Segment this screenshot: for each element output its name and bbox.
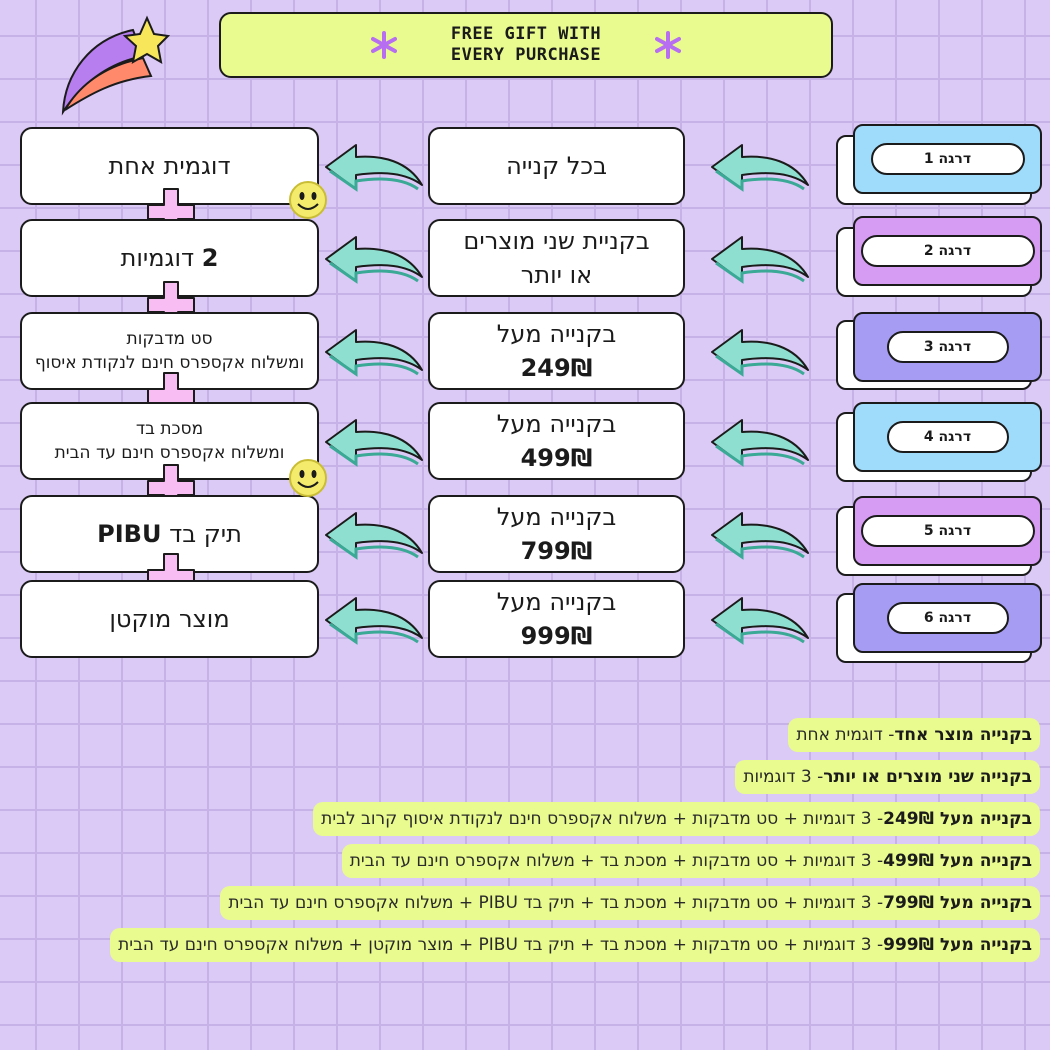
tier-label: דרגה 1	[871, 143, 1025, 175]
gift-label: דוגמיות	[120, 244, 195, 272]
tier-label: דרגה 2	[861, 235, 1035, 267]
gift-bold-text: 2	[201, 244, 219, 272]
sparkle-icon	[369, 30, 399, 60]
condition-text: בקנייה מעל	[496, 410, 617, 438]
condition-text: בכל קנייה	[506, 152, 607, 180]
summary-item-details: - 3 דוגמיות	[743, 767, 824, 787]
summary-item	[110, 928, 1040, 962]
tier-label: דרגה 5	[861, 515, 1035, 547]
summary-item-title: בקנייה מעל 999₪	[883, 935, 1032, 955]
arrow-left-icon	[322, 233, 426, 285]
gift-text: סט מדבקות ומשלוח אקספרס חינם לנקודת איסוף	[34, 329, 305, 373]
condition-amount: 499₪	[520, 444, 593, 472]
summary-item-details: - 3 דוגמיות + סט מדבקות + מסכת בד + משלוח אקספרס חינם עד הבית	[349, 851, 884, 871]
arrow-left-icon	[322, 594, 426, 646]
tier-label: דרגה 6	[887, 602, 1009, 634]
banner-title: FREE GIFT WITH EVERY PURCHASE	[450, 24, 602, 65]
gift-box	[20, 580, 319, 658]
gift-text	[97, 519, 242, 549]
arrow-left-icon	[708, 233, 812, 285]
arrow-left-icon	[708, 141, 812, 193]
condition-box	[428, 312, 685, 390]
summary-item	[220, 886, 1040, 920]
tier-card	[853, 583, 1042, 653]
arrow-left-icon	[322, 509, 426, 561]
summary-item	[342, 844, 1040, 878]
gift-text: מסכת בד ומשלוח אקספרס חינם עד הבית	[54, 419, 285, 463]
tier-card	[853, 496, 1042, 566]
tier-card	[853, 402, 1042, 472]
gift-label: תיק בד	[169, 520, 242, 548]
gift-text	[121, 243, 219, 273]
tier-label: דרגה 3	[887, 331, 1009, 363]
arrow-left-icon	[708, 416, 812, 468]
gift-text: מוצר מוקטן	[109, 605, 230, 633]
condition-text: בקנייה מעל	[496, 503, 617, 531]
condition-amount: 249₪	[520, 354, 593, 382]
summary-item-title: בקנייה מעל 799₪	[883, 893, 1032, 913]
free-gift-banner	[219, 12, 833, 78]
smiley-icon	[288, 180, 328, 220]
gift-text: דוגמית אחת	[108, 152, 231, 180]
condition-amount: 999₪	[520, 622, 593, 650]
tier-card	[853, 312, 1042, 382]
condition-box	[428, 402, 685, 480]
condition-text: בקניית שני מוצרים או יותר	[463, 227, 650, 289]
sparkle-icon	[653, 30, 683, 60]
gift-bold-text: PIBU	[97, 520, 162, 548]
tier-card	[853, 216, 1042, 286]
summary-item-details: - 3 דוגמיות + סט מדבקות + מסכת בד + תיק בד PIBU + משלוח אקספרס חינם עד הבית	[228, 893, 884, 913]
summary-item-title: בקנייה מעל 249₪	[883, 809, 1032, 829]
summary-item-title: בקנייה שני מוצרים או יותר	[823, 767, 1032, 787]
summary-item-details: - דוגמית אחת	[796, 725, 895, 745]
shooting-star-icon	[55, 14, 170, 116]
condition-box	[428, 219, 685, 297]
arrow-left-icon	[708, 509, 812, 561]
condition-text: בקנייה מעל	[496, 320, 617, 348]
summary-item-details: - 3 דוגמיות + סט מדבקות + משלוח אקספרס חינם לנקודת איסוף קרוב לבית	[321, 809, 884, 829]
summary-item	[788, 718, 1040, 752]
summary-item-title: בקנייה מעל 499₪	[883, 851, 1032, 871]
arrow-left-icon	[322, 141, 426, 193]
summary-item	[735, 760, 1040, 794]
summary-item-details: - 3 דוגמיות + סט מדבקות + מסכת בד + תיק בד PIBU + מוצר מוקטן + משלוח אקספרס חינם עד הבית	[118, 935, 884, 955]
summary-item	[313, 802, 1040, 836]
tier-label: דרגה 4	[887, 421, 1009, 453]
arrow-left-icon	[708, 326, 812, 378]
condition-amount: 799₪	[520, 537, 593, 565]
condition-box	[428, 495, 685, 573]
condition-box	[428, 580, 685, 658]
arrow-left-icon	[322, 416, 426, 468]
tier-card	[853, 124, 1042, 194]
arrow-left-icon	[708, 594, 812, 646]
condition-box	[428, 127, 685, 205]
condition-text: בקנייה מעל	[496, 588, 617, 616]
arrow-left-icon	[322, 326, 426, 378]
summary-item-title: בקנייה מוצר אחד	[894, 725, 1032, 745]
smiley-icon	[288, 458, 328, 498]
